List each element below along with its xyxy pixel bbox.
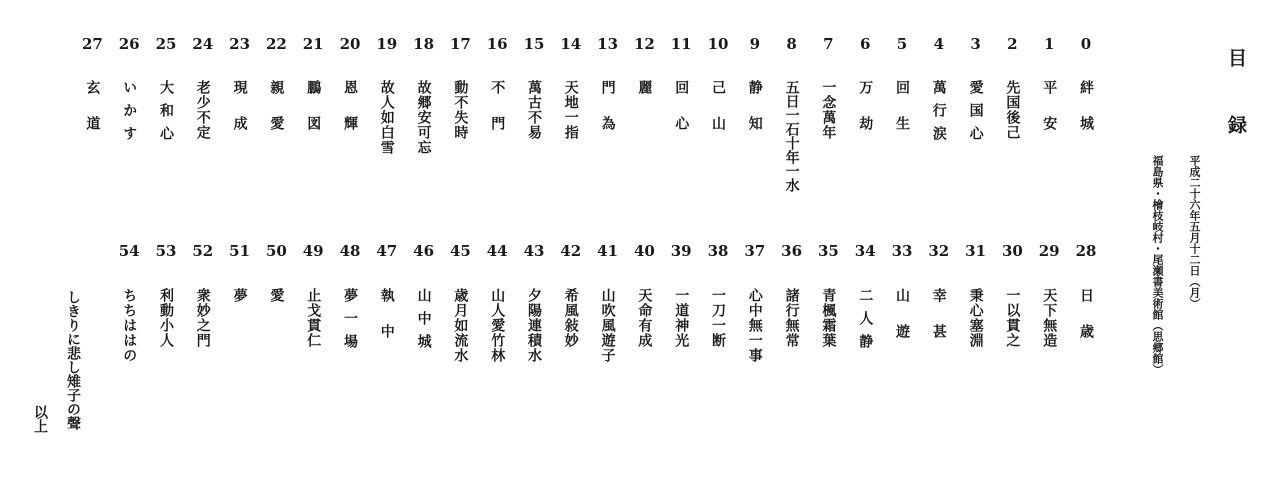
entry-title: 故郷安可忘 (415, 80, 432, 155)
entry-number: 54 (118, 242, 140, 260)
entry-number: 26 (118, 35, 140, 53)
entry-number: 12 (633, 35, 655, 53)
entry-title: 玄道 (84, 80, 101, 152)
entry-title: いかす (121, 80, 138, 149)
entry-number: 6 (859, 35, 871, 53)
entry-title: 万劫 (857, 80, 874, 152)
entry-title: 先国後己 (1004, 80, 1021, 140)
exhibition-date: 平成二十六年五月十二日（月） (1188, 155, 1201, 309)
entry-number: 21 (302, 35, 324, 53)
entry-title: 止戈貫仁 (305, 288, 322, 348)
entry-title: ちちははの (121, 288, 138, 363)
entry-title: 麗 (636, 80, 653, 116)
entry-number: 46 (413, 242, 435, 260)
entry-number: 0 (1080, 35, 1092, 53)
entry-title: 鵬図 (305, 80, 322, 152)
entry-title: 動不失時 (452, 80, 469, 140)
entry-number: 33 (891, 242, 913, 260)
entry-number: 39 (670, 242, 692, 260)
entry-title: 一以貫之 (1004, 288, 1021, 348)
entry-title: 夢 (231, 288, 248, 324)
entry-title: 五日一石十年一水 (783, 80, 800, 192)
entry-number: 25 (155, 35, 177, 53)
entry-number: 15 (523, 35, 545, 53)
entry-title: 萬古不易 (526, 80, 542, 140)
entry-number: 44 (486, 242, 508, 260)
entry-number: 8 (786, 35, 797, 53)
entry-number: 24 (192, 35, 214, 53)
entry-number: 17 (449, 35, 471, 53)
entry-title: 利動小人 (158, 288, 174, 348)
entry-number: 45 (449, 242, 471, 260)
entry-number: 28 (1075, 242, 1097, 260)
entry-number: 36 (781, 242, 803, 260)
entry-number: 47 (376, 242, 398, 260)
entry-title: 天下無造 (1041, 288, 1058, 348)
entry-number: 52 (192, 242, 214, 260)
poem-continuation: しきりに悲し雉子の聲 (65, 290, 81, 430)
entry-title: 絆城 (1078, 80, 1094, 152)
entry-number: 1 (1043, 35, 1055, 53)
entry-title: 不門 (489, 80, 506, 152)
entry-title: 夢一場 (342, 288, 358, 357)
entry-number: 9 (749, 35, 761, 53)
entry-number: 35 (817, 242, 839, 260)
entry-number: 19 (376, 35, 398, 53)
entry-title: 萬行涙 (930, 80, 947, 149)
entry-title: 恩輝 (342, 80, 358, 152)
entry-title: 現成 (231, 80, 248, 152)
entry-number: 27 (81, 35, 103, 53)
entry-title: 青楓霜葉 (820, 288, 837, 348)
entry-number: 37 (744, 242, 766, 260)
entry-number: 53 (155, 242, 177, 260)
entry-title: 幸甚 (930, 288, 947, 360)
closing-mark: 以上 (32, 405, 48, 433)
entry-title: 二人静 (857, 288, 874, 357)
entry-number: 14 (560, 35, 582, 53)
entry-title: 静知 (746, 80, 763, 152)
entry-number: 50 (265, 242, 287, 260)
entry-number: 51 (229, 242, 251, 260)
entry-number: 22 (265, 35, 287, 53)
entry-title: 愛 (268, 288, 285, 324)
entry-number: 49 (302, 242, 324, 260)
entry-number: 31 (965, 242, 987, 260)
entry-title: 一念萬年 (820, 80, 837, 140)
entry-title: 歳月如流水 (452, 288, 469, 363)
entry-number: 16 (486, 35, 508, 53)
entry-title: 山遊 (894, 288, 910, 360)
entry-number: 20 (339, 35, 361, 53)
entry-title: 一道神光 (673, 288, 690, 348)
entry-title: 回生 (894, 80, 910, 152)
entry-title: 天地一指 (562, 80, 579, 140)
entry-number: 29 (1038, 242, 1060, 260)
entry-number: 7 (823, 35, 834, 53)
entry-title: 山人愛竹林 (489, 288, 506, 363)
entry-title: 回心 (673, 80, 690, 152)
entry-title: 希風敍妙 (562, 288, 579, 348)
entry-title: 老少不定 (194, 80, 211, 140)
entry-number: 5 (896, 35, 908, 53)
entry-number: 42 (560, 242, 582, 260)
entry-title: 平安 (1041, 80, 1058, 152)
entry-title: 山吹風遊子 (599, 288, 616, 363)
entry-title: 己山 (710, 80, 726, 152)
entry-title: 大和心 (158, 80, 174, 149)
entry-number: 34 (854, 242, 876, 260)
entry-title: 門為 (599, 80, 616, 152)
entry-number: 4 (933, 35, 945, 53)
entry-number: 23 (229, 35, 251, 53)
entry-number: 32 (928, 242, 950, 260)
entry-number: 48 (339, 242, 361, 260)
entry-number: 40 (633, 242, 655, 260)
entry-number: 18 (413, 35, 435, 53)
entry-number: 13 (597, 35, 619, 53)
entry-number: 10 (707, 35, 729, 53)
entry-title: 秉心塞淵 (967, 288, 984, 348)
exhibition-venue: 福島県・檜枝岐村・尾瀬書美術館（思郷館） (1151, 155, 1164, 375)
entry-number: 2 (1007, 35, 1018, 53)
entry-title: 衆妙之門 (194, 288, 211, 348)
catalog-title: 目録 (1225, 48, 1247, 182)
entry-title: 心中無一事 (746, 288, 763, 363)
entry-number: 11 (670, 35, 692, 53)
entry-number: 30 (1001, 242, 1023, 260)
entry-title: 日歳 (1078, 288, 1094, 360)
entry-title: 親愛 (268, 80, 285, 152)
entry-number: 38 (707, 242, 729, 260)
entry-title: 故人如白雪 (378, 80, 395, 155)
entry-title: 夕陽連積水 (526, 288, 542, 363)
entry-title: 山中城 (415, 288, 432, 357)
entry-title: 天命有成 (636, 288, 653, 348)
entry-title: 諸行無常 (783, 288, 800, 348)
entry-number: 3 (970, 35, 981, 53)
entry-title: 執中 (378, 288, 395, 360)
entry-number: 43 (523, 242, 545, 260)
entry-number: 41 (597, 242, 619, 260)
entry-title: 愛国心 (967, 80, 984, 149)
entry-title: 一刀一断 (710, 288, 726, 348)
